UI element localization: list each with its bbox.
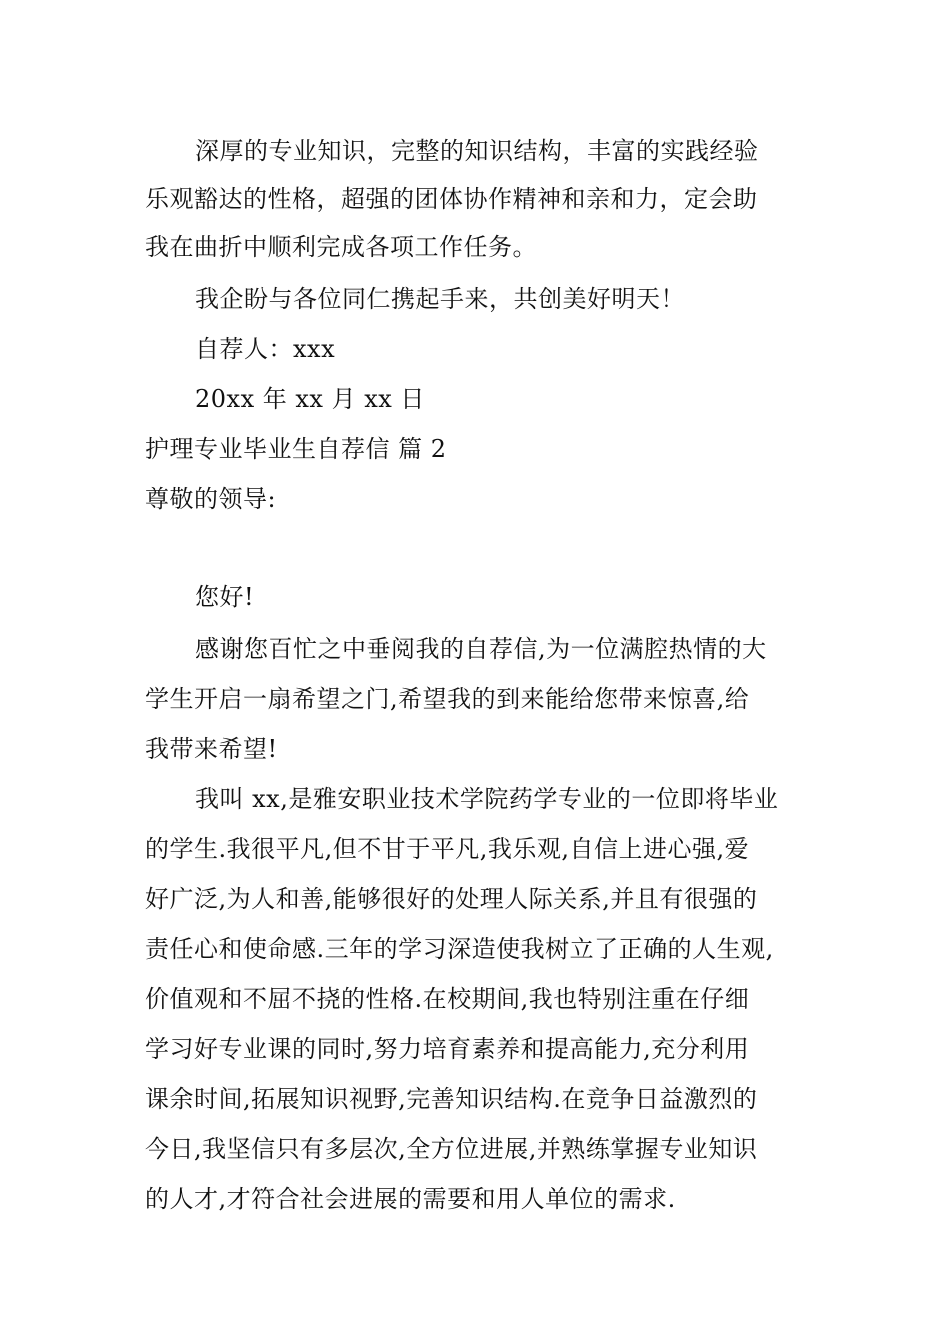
letter1-signature: 自荐人：xxx xyxy=(195,335,336,363)
letter1-date: 20xx 年 xx 月 xx 日 xyxy=(195,385,425,413)
letter1-closing-paragraph: 我企盼与各位同仁携起手来，共创美好明天！ xyxy=(195,285,685,313)
letter2-greeting: 您好! xyxy=(195,583,255,611)
letter2-paragraph-line: 学习好专业课的同时,努力培育素养和提高能力,充分利用 xyxy=(145,1035,750,1063)
letter2-heading: 护理专业毕业生自荐信 篇 2 xyxy=(145,435,447,463)
letter2-paragraph-line: 的人才,才符合社会进展的需要和用人单位的需求. xyxy=(145,1185,676,1213)
letter1-paragraph-line: 深厚的专业知识，完整的知识结构，丰富的实践经验 xyxy=(195,137,759,165)
letter1-paragraph-line: 乐观豁达的性格，超强的团体协作精神和亲和力，定会助 xyxy=(145,185,758,213)
letter2-salutation: 尊敬的领导: xyxy=(145,485,277,513)
letter2-paragraph-line: 责任心和使命感.三年的学习深造使我树立了正确的人生观, xyxy=(145,935,774,963)
letter2-paragraph-line: 我带来希望! xyxy=(145,735,278,763)
letter2-paragraph-line: 课余时间,拓展知识视野,完善知识结构.在竞争日益激烈的 xyxy=(145,1085,758,1113)
letter1-paragraph-line: 我在曲折中顺利完成各项工作任务。 xyxy=(145,233,537,261)
letter2-paragraph-line: 好广泛,为人和善,能够很好的处理人际关系,并且有很强的 xyxy=(145,885,758,913)
letter2-paragraph-line: 感谢您百忙之中垂阅我的自荐信,为一位满腔热情的大 xyxy=(195,635,767,663)
letter2-paragraph-line: 我叫 xx,是雅安职业技术学院药学专业的一位即将毕业 xyxy=(195,785,779,813)
letter2-paragraph-line: 今日,我坚信只有多层次,全方位进展,并熟练掌握专业知识 xyxy=(145,1135,758,1163)
letter2-paragraph-line: 学生开启一扇希望之门,希望我的到来能给您带来惊喜,给 xyxy=(145,685,750,713)
letter2-paragraph-line: 价值观和不屈不挠的性格.在校期间,我也特别注重在仔细 xyxy=(145,985,750,1013)
letter2-paragraph-line: 的学生.我很平凡,但不甘于平凡,我乐观,自信上进心强,爱 xyxy=(145,835,750,863)
